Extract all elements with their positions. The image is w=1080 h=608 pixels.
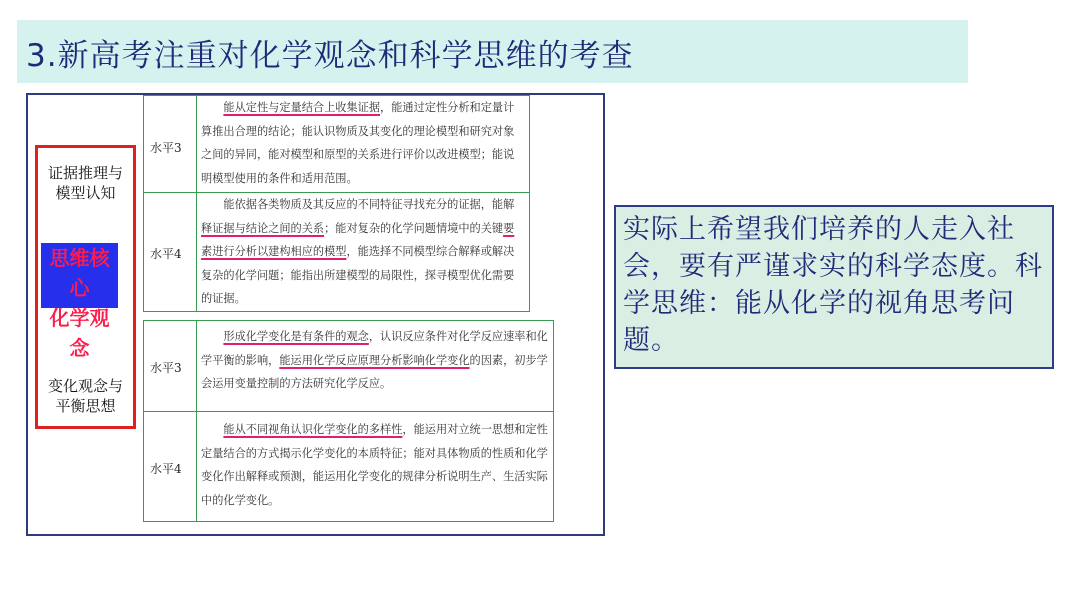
table-row [144, 96, 529, 192]
evidence-model-label [48, 163, 123, 203]
change-balance-label [48, 376, 123, 416]
callout-text: 实际上希望我们培养的人走入社会，要有严谨求实的科学态度。科学思维：能从化学的视角思考问题。 [623, 214, 1043, 356]
table-row [144, 321, 553, 411]
level-label: 水平3 [150, 141, 182, 155]
level-label: 水平4 [150, 462, 182, 476]
core-line: 化学观念 [49, 306, 110, 360]
table-row [144, 192, 529, 311]
label-line: 证据推理与 [48, 164, 124, 182]
label-line: 模型认知 [55, 184, 116, 202]
callout-box [614, 205, 1054, 369]
level-description: 能从定性与定量结合上收集证据，能通过定性分析和定量计算推出合理的结论；能认识物质及其变化的理论模型和研究对象之间的异同，能对模型和原型的关系进行评价以改进模型；能说明模型使用的条件和适用范围。 [201, 101, 515, 185]
page-title: 3.新高考注重对化学观念和科学思维的考查 [26, 38, 634, 74]
table-row [144, 411, 553, 521]
level-description: 形成化学变化是有条件的观念，认识反应条件对化学反应速率和化学平衡的影响，能运用化学反应原理分析影响化学变化的因素，初步学会运用变量控制的方法研究化学反应。 [201, 330, 548, 390]
label-line: 平衡思想 [55, 397, 116, 415]
level-description: 能从不同视角认识化学变化的多样性，能运用对立统一思想和定性定量结合的方式揭示化学变化的本质特征；能对具体物质的性质和化学变化作出解释或预测，能运用化学变化的规律分析说明生产、生活实际中的化学变化。 [201, 423, 548, 507]
table-change-balance [143, 320, 554, 522]
level-label: 水平4 [150, 247, 182, 261]
core-line: 思维核心 [49, 246, 110, 300]
level-description: 能依据各类物质及其反应的不同特征寻找充分的证据，能解释证据与结论之间的关系；能对复杂的化学问题情境中的关键要素进行分析以建构相应的模型，能选择不同模型综合解释或解决复杂的化学问题；能指出所建模型的局限性，探寻模型优化需要的证据。 [201, 198, 515, 305]
table-evidence-model [143, 95, 530, 312]
core-concept-badge [41, 243, 118, 360]
title-bar [17, 20, 968, 83]
label-line: 变化观念与 [48, 377, 124, 395]
level-label: 水平3 [150, 361, 182, 375]
